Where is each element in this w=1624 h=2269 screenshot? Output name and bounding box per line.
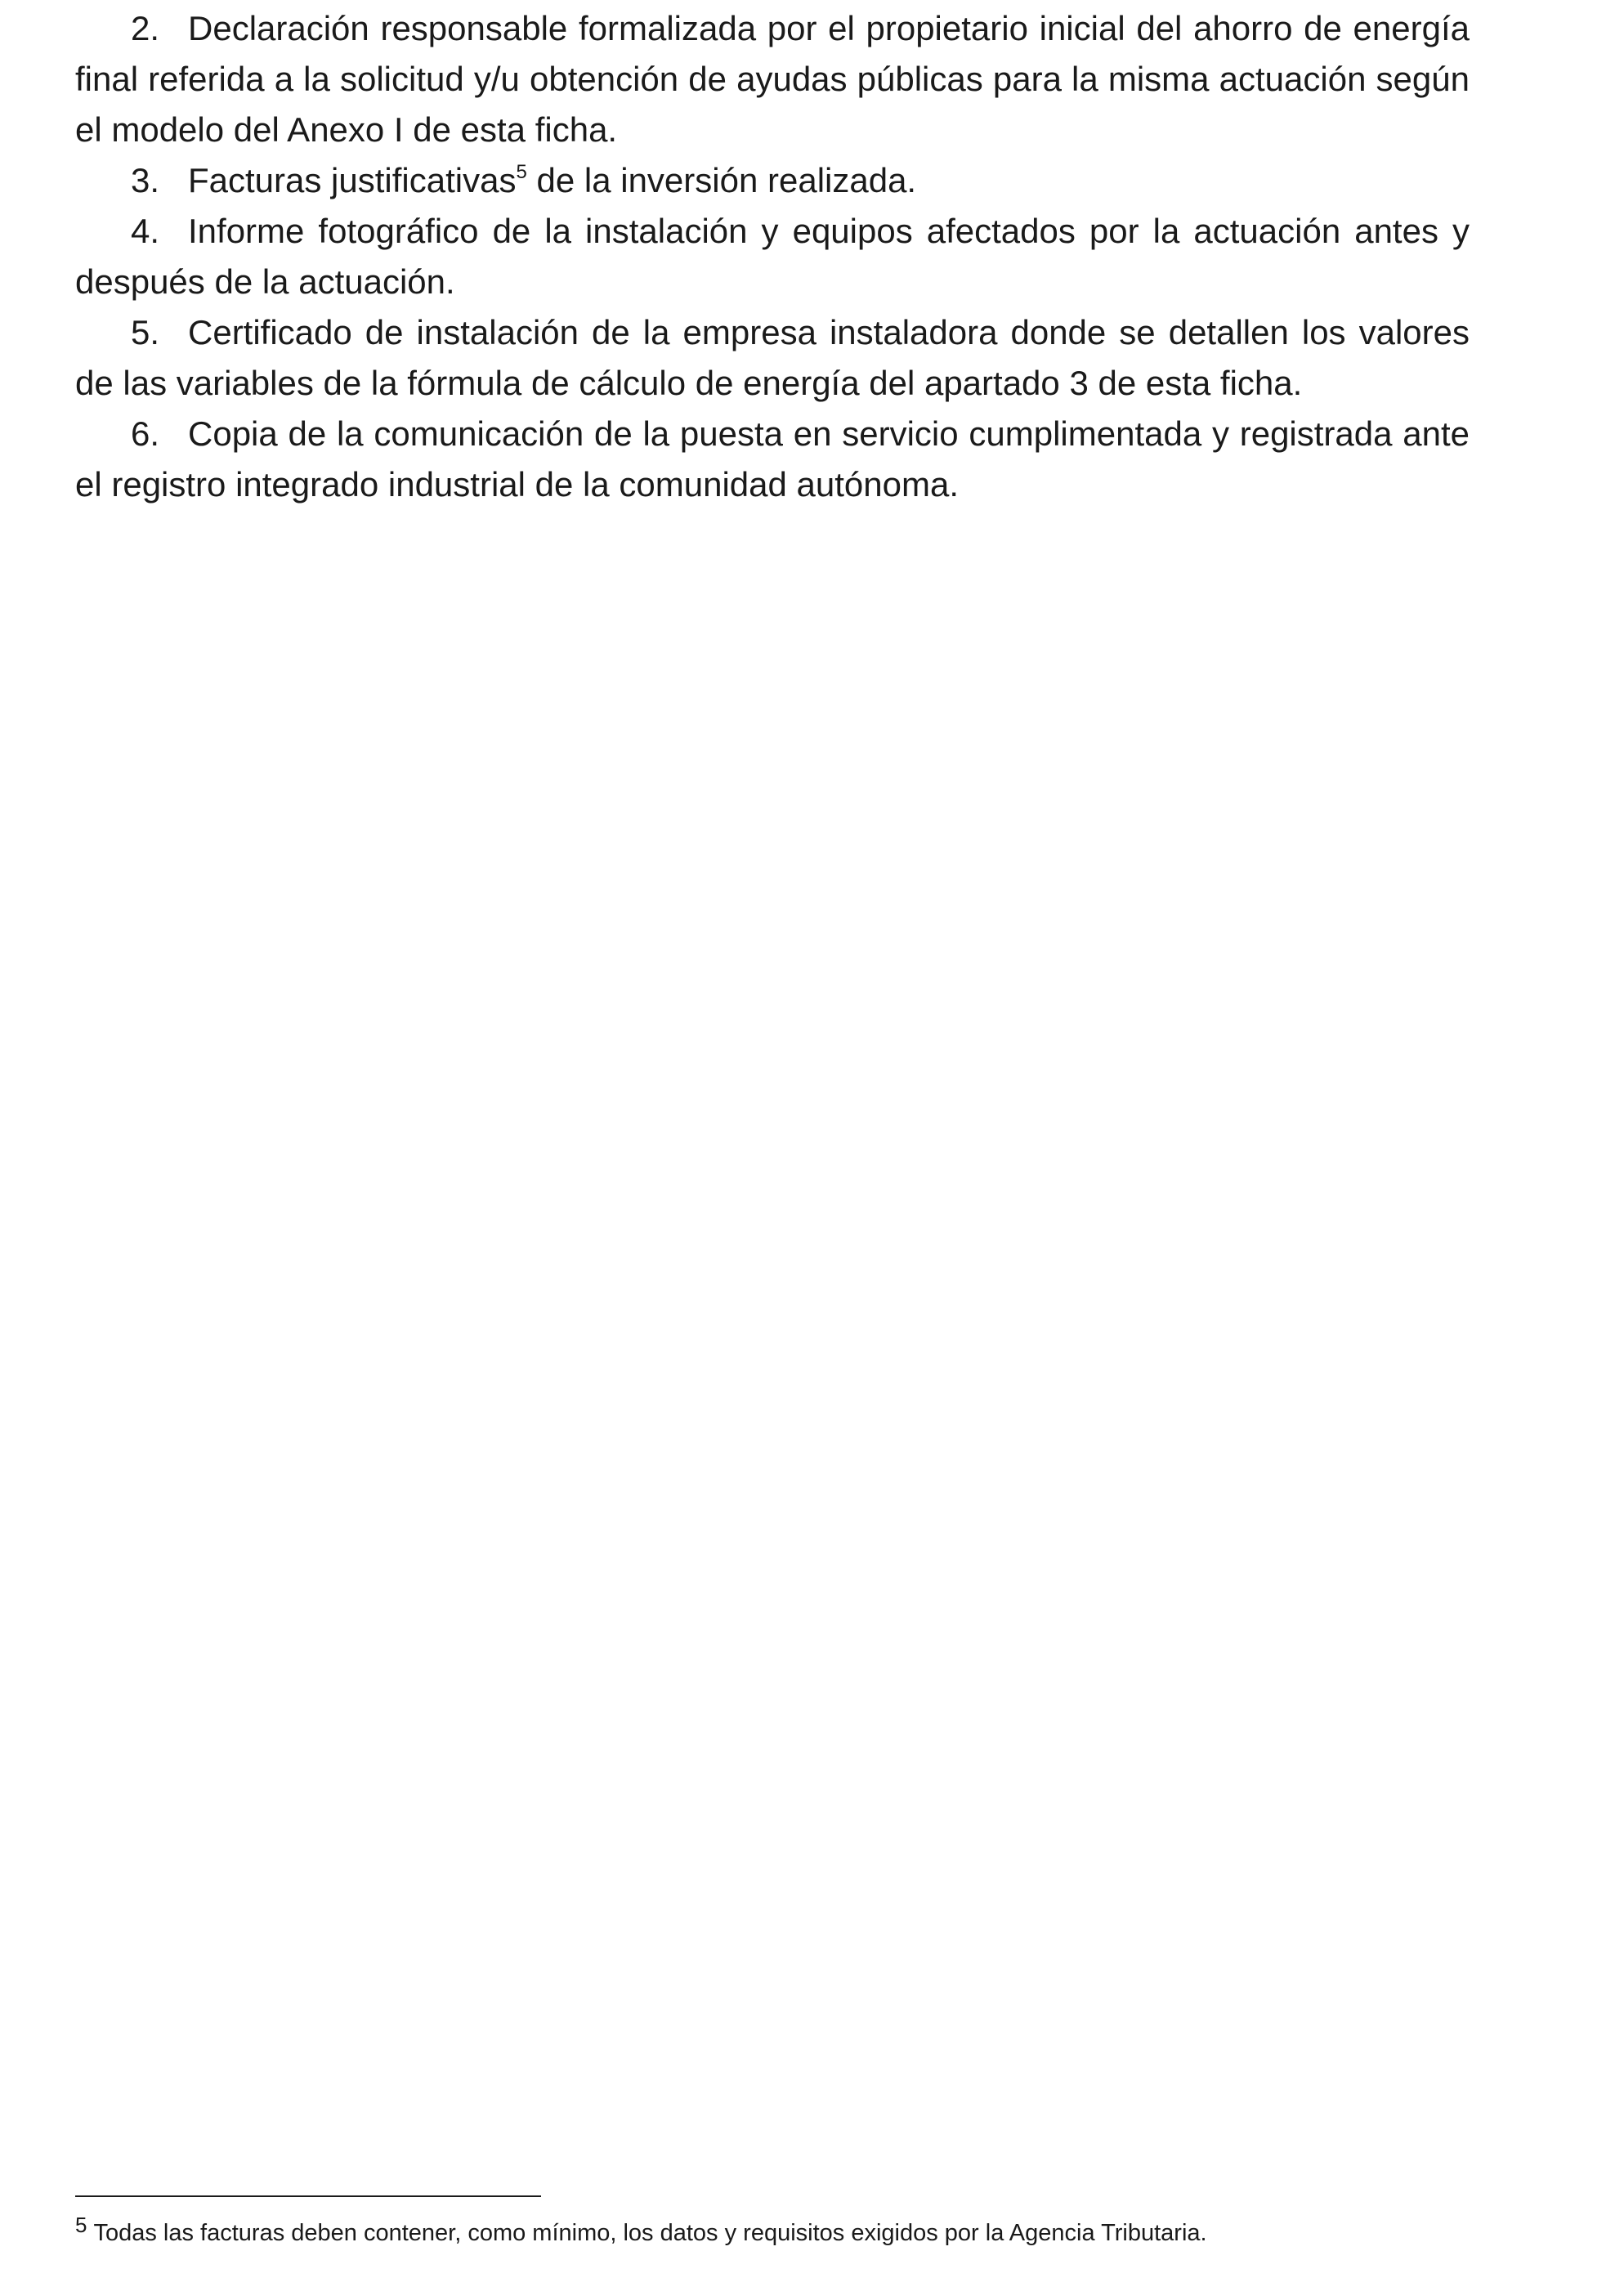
list-item-text: Facturas justificativas	[188, 161, 517, 199]
list-item-text-continued: de la inversión realizada.	[526, 161, 917, 199]
list-item	[75, 155, 1470, 206]
footnote-text: Todas las facturas deben contener, como mínimo, los datos y requisitos exigidos por la Agencia Tributaria.	[93, 2220, 1207, 2246]
list-item-number: 4.	[131, 212, 160, 250]
footnote-reference[interactable]: 5	[516, 161, 527, 183]
list-item-number: 6.	[131, 414, 160, 453]
list-item-number: 2.	[131, 9, 160, 47]
list-item-number: 3.	[131, 161, 160, 199]
footnote-divider	[75, 2195, 541, 2197]
list-item-text: Declaración responsable formalizada por el propietario inicial del ahorro de energía final referida a la solicitud y/u obtención de ayudas públicas para la misma actuación según el modelo del Anexo I de esta ficha.	[75, 9, 1470, 149]
footnote-mark: 5	[75, 2213, 87, 2237]
list-item	[75, 307, 1470, 409]
list-item-text: Informe fotográfico de la instalación y equipos afectados por la actuación antes y después de la actuación.	[75, 212, 1470, 301]
list-item-number: 5.	[131, 313, 160, 351]
requirements-list	[75, 3, 1470, 510]
footnote	[75, 2213, 1546, 2249]
list-item	[75, 409, 1470, 510]
list-item-text: Certificado de instalación de la empresa instaladora donde se detallen los valores de las variables de la fórmula de cálculo de energía del apartado 3 de esta ficha.	[75, 313, 1470, 402]
list-item	[75, 3, 1470, 155]
list-item-text: Copia de la comunicación de la puesta en servicio cumplimentada y registrada ante el registro integrado industrial de la comunidad autónoma.	[75, 414, 1470, 503]
list-item	[75, 206, 1470, 307]
